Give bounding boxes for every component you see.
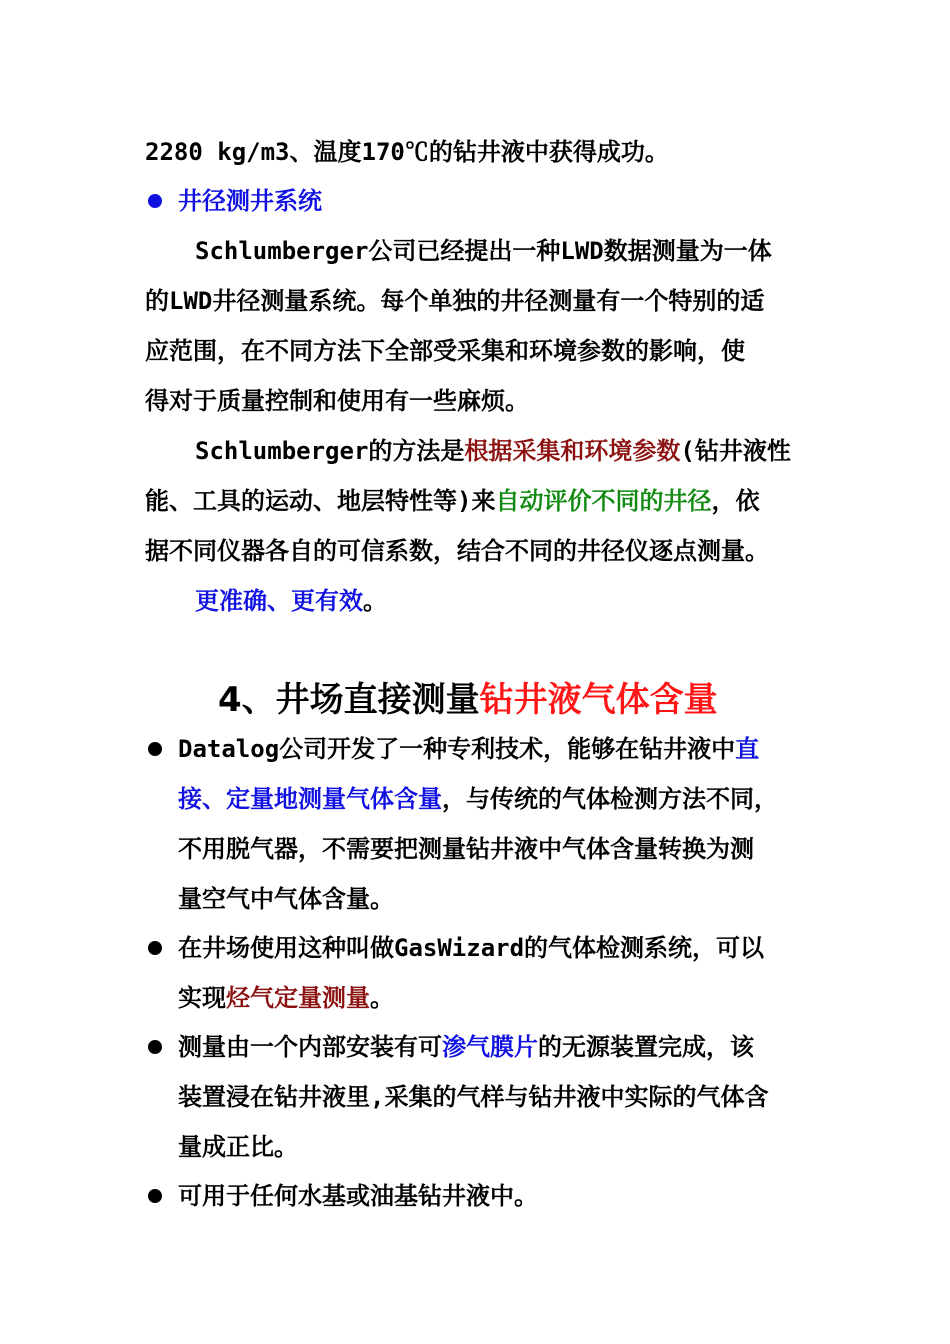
paragraph-line (145, 485, 759, 517)
bullet-dot-icon (148, 742, 162, 756)
text-span: (钻井液性 (680, 437, 791, 465)
highlight-text: 根据采集和环境参数 (464, 437, 681, 465)
paragraph-line: 的LWD井径测量系统。每个单独的井径测量有一个特别的适 (145, 287, 765, 315)
section-title-caliper: 井径测井系统 (178, 187, 322, 215)
highlight-text: 直 (735, 735, 760, 763)
bullet-line: 量空气中气体含量。 (178, 885, 394, 913)
bullet-dot-icon (148, 941, 162, 955)
highlight-text: 自动评价不同的井径 (495, 487, 712, 515)
intro-line: 2280 kg/m3、温度170℃的钻井液中获得成功。 (145, 138, 669, 166)
bullet-line (178, 982, 394, 1014)
bullet-line: 在井场使用这种叫做GasWizard的气体检测系统，可以 (178, 934, 765, 962)
text-span: Datalog公司开发了一种专利技术，能够在钻井液中 (178, 735, 736, 763)
bullet-line (178, 733, 759, 765)
text-span: ，依 (711, 487, 760, 515)
highlight-text: 接、定量地测量气体含量 (178, 785, 442, 813)
paragraph-line (195, 435, 791, 467)
bullet-line: 量成正比。 (178, 1133, 298, 1161)
text-span: 测量由一个内部安装有可 (178, 1033, 442, 1061)
heading-highlight: 钻井液气体含量 (479, 680, 718, 720)
text-span: 。 (363, 587, 387, 615)
bullet-line (178, 1031, 754, 1063)
bullet-line (178, 783, 778, 815)
text-span: 的无源装置完成，该 (538, 1033, 754, 1061)
paragraph-line: 得对于质量控制和使用有一些麻烦。 (145, 387, 529, 415)
bullet-dot-icon (148, 1040, 162, 1054)
text-span: 能、工具的运动、地层特性等)来 (145, 487, 496, 515)
section-heading (218, 678, 718, 722)
highlight-text: 渗气膜片 (442, 1033, 538, 1061)
paragraph-line (195, 585, 387, 617)
bullet-line: 可用于任何水基或油基钻井液中。 (178, 1182, 538, 1210)
highlight-text: 更准确、更有效 (195, 587, 363, 615)
heading-text: 4、井场直接测量 (218, 680, 480, 720)
bullet-line: 装置浸在钻井液里,采集的气样与钻井液中实际的气体含 (178, 1083, 769, 1111)
highlight-text: 烃气定量测量 (226, 984, 370, 1012)
text-span: 实现 (178, 984, 226, 1012)
text-span: 。 (370, 984, 394, 1012)
bullet-line: 不用脱气器，不需要把测量钻井液中气体含量转换为测 (178, 835, 754, 863)
text-span: ，与传统的气体检测方法不同， (442, 785, 778, 813)
bullet-dot-icon (148, 1189, 162, 1203)
paragraph-line: 据不同仪器各自的可信系数，结合不同的井径仪逐点测量。 (145, 537, 769, 565)
paragraph-line: Schlumberger公司已经提出一种LWD数据测量为一体 (195, 237, 772, 265)
bullet-dot-icon (148, 194, 162, 208)
paragraph-line: 应范围，在不同方法下全部受采集和环境参数的影响，使 (145, 337, 745, 365)
text-span: Schlumberger的方法是 (195, 437, 465, 465)
